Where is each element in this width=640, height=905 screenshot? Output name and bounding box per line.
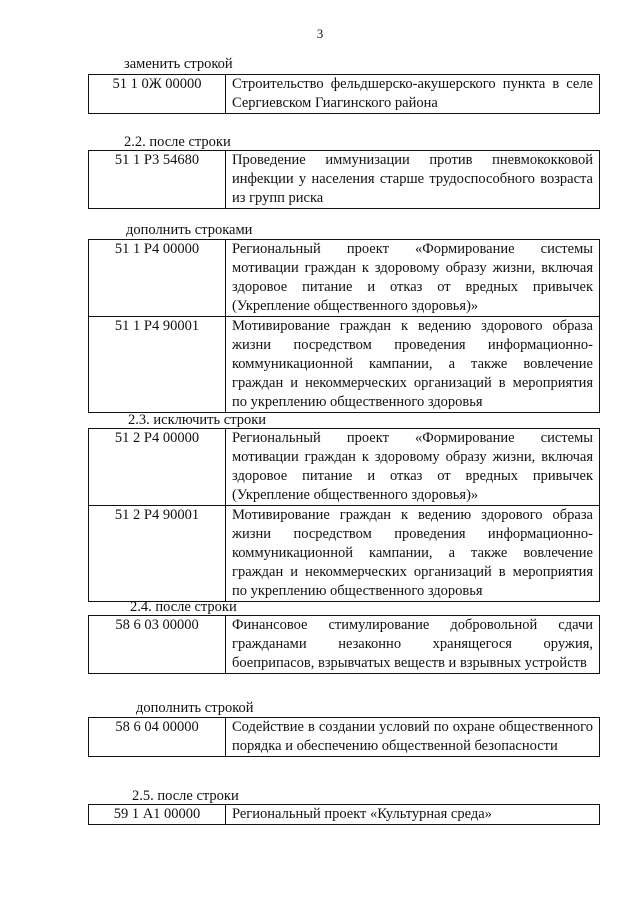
code-cell: 58 6 04 00000 — [89, 718, 226, 757]
description-cell: Региональный проект «Культурная среда» — [226, 805, 600, 825]
table-row — [89, 317, 600, 413]
description-cell: Мотивирование граждан к ведению здорового образа жизни посредством проведения информационно-коммуникационной кампании, а также вовлечение граждан и некоммерческих организаций в мероприятия по укреплению общественного здоровья — [226, 317, 600, 413]
table-row — [89, 75, 600, 114]
table-row — [89, 506, 600, 602]
code-cell: 51 2 Р4 90001 — [89, 506, 226, 602]
table-row — [89, 429, 600, 506]
code-cell: 51 1 Р4 90001 — [89, 317, 226, 413]
section-heading: дополнить строками — [126, 222, 253, 238]
section-heading: заменить строкой — [124, 56, 233, 72]
section-heading: 2.3. исключить строки — [128, 412, 267, 428]
description-cell: Строительство фельдшерско-акушерского пункта в селе Сергиевском Гиагинского района — [226, 75, 600, 114]
description-cell: Финансовое стимулирование добровольной сдачи гражданами незаконно хранящегося оружия, боеприпасов, взрывчатых веществ и взрывных устройств — [226, 616, 600, 674]
page-number: 3 — [316, 26, 324, 41]
section-heading: дополнить строкой — [136, 700, 254, 716]
code-cell: 59 1 А1 00000 — [89, 805, 226, 825]
section-heading: 2.2. после строки — [124, 134, 231, 150]
code-table — [88, 804, 600, 825]
section-heading: 2.5. после строки — [132, 788, 239, 804]
description-cell: Содействие в создании условий по охране общественного порядка и обеспечению общественной безопасности — [226, 718, 600, 757]
code-table — [88, 74, 600, 114]
table-row — [89, 616, 600, 674]
description-cell: Проведение иммунизации против пневмококковой инфекции у населения старше трудоспособного возраста из групп риска — [226, 151, 600, 209]
table-row — [89, 718, 600, 757]
code-table — [88, 717, 600, 757]
table-row — [89, 240, 600, 317]
code-cell: 51 1 0Ж 00000 — [89, 75, 226, 114]
table-row — [89, 805, 600, 825]
code-cell: 58 6 03 00000 — [89, 616, 226, 674]
description-cell: Региональный проект «Формирование системы мотивации граждан к здоровому образу жизни, включая здоровое питание и отказ от вредных привычек (Укрепление общественного здоровья)» — [226, 429, 600, 506]
code-table — [88, 239, 600, 413]
code-table — [88, 615, 600, 674]
section-heading: 2.4. после строки — [130, 599, 237, 615]
description-cell: Мотивирование граждан к ведению здорового образа жизни посредством проведения информационно-коммуникационной кампании, а также вовлечение граждан и некоммерческих организаций в мероприятия по укреплению общественного здоровья — [226, 506, 600, 602]
table-row — [89, 151, 600, 209]
code-table — [88, 428, 600, 602]
code-table — [88, 150, 600, 209]
code-cell: 51 1 Р4 00000 — [89, 240, 226, 317]
description-cell: Региональный проект «Формирование системы мотивации граждан к здоровому образу жизни, включая здоровое питание и отказ от вредных привычек (Укрепление общественного здоровья)» — [226, 240, 600, 317]
code-cell: 51 1 Р3 54680 — [89, 151, 226, 209]
code-cell: 51 2 Р4 00000 — [89, 429, 226, 506]
